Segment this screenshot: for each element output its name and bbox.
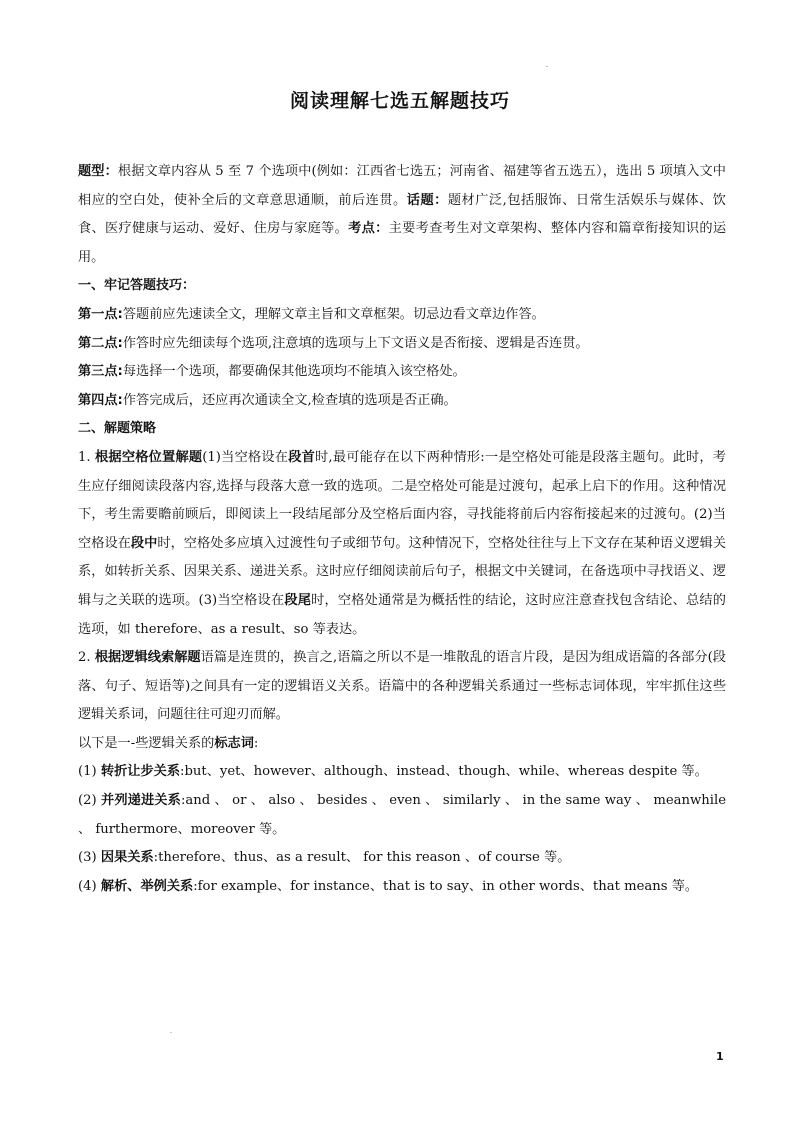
- strategy-label: 根据空格位置解题: [95, 449, 203, 465]
- tip-item: [78, 301, 726, 330]
- page-number: 1: [716, 1050, 724, 1063]
- marker-number: (2): [78, 793, 97, 809]
- keyword-paragraph-start: 段首: [288, 449, 315, 465]
- marker-words: :for example、for instance、that is to say、in other words、that means 等。: [193, 878, 699, 894]
- marker-words: :and 、 or 、 also 、 besides 、 even 、 similarly 、 in the same way 、 meanwhile 、 furthermore、moreover 等。: [78, 793, 727, 837]
- marker-label: 转折让步关系: [100, 764, 181, 780]
- tip-text: 作答完成后，还应再次通读全文,检查填的选项是否正确。: [122, 392, 457, 408]
- point-label: 考点：: [348, 221, 389, 237]
- markers-intro-colon: :: [253, 735, 259, 751]
- type-text: 根据文章内容从 5 至 7 个选项中(例如：江西省七选五；河南省、福建等省五选五），选出 5 项填入文中相应的空白处，使补全后的文章意思通顺，前后连贯。: [78, 164, 726, 208]
- marker-label: 因果关系: [100, 850, 154, 866]
- strategy-text: 时,最可能存在以下两种情形:一是空格处可能是段落主题句。此时，考生应仔细阅读段落内容,选择与段落大意一致的选项。二是空格处可能是过渡句，起承上启下的作用。这种情况下，考生需要瞻前顾后，即阅读上一段结尾部分及空格后面内容，寻找能将前后内容衔接起来的过渡句。(2)当空格设在: [78, 449, 726, 551]
- section1-heading: 一、牢记答题技巧：: [78, 278, 196, 294]
- markers-keyword: 标志词: [214, 735, 254, 751]
- tip-item: [78, 358, 726, 387]
- tip-label: 第四点:: [78, 392, 123, 408]
- strategy-text: (1)当空格设在: [202, 449, 289, 465]
- tip-label: 第二点:: [78, 335, 123, 351]
- document-body: [78, 158, 726, 901]
- tip-text: 答题前应先速读全文，理解文章主旨和文章框架。切忌边看文章边作答。: [122, 306, 545, 322]
- marker-label: 解析、举例关系: [100, 878, 194, 894]
- marker-words: :but、yet、however、although、instead、though、while、whereas despite 等。: [180, 764, 708, 780]
- strategy-paragraph-1: [78, 444, 726, 644]
- keyword-paragraph-middle: 段中: [130, 535, 158, 551]
- marker-item: [78, 873, 726, 902]
- marker-number: (1): [78, 764, 97, 780]
- scan-speck: [546, 66, 548, 67]
- topic-label: 话题：: [406, 192, 448, 208]
- marker-number: (3): [78, 850, 97, 866]
- strategy-text: 时，空格处多应填入过渡性句子或细节句。这种情况下，空格处往往与上下文存在某种语义逻辑关系，如转折关系、因果关系、递进关系。这时应仔细阅读前后句子，根据文中关键词，在备选项中寻找语义、逻辑与之关联的选项。(3)当空格设在: [78, 535, 727, 608]
- keyword-paragraph-end: 段尾: [284, 592, 312, 608]
- intro-paragraph: [78, 158, 726, 272]
- marker-words: :therefore、thus、as a result、 for this reason 、of course 等。: [153, 850, 571, 866]
- point-text: 主要考查考生对文章架构、整体内容和篇章衔接知识的运用。: [78, 221, 727, 265]
- tip-text: 作答时应先细读每个选项,注意填的选项与上下文语义是否衔接、逻辑是否连贯。: [122, 335, 589, 351]
- page-title: 阅读理解七选五解题技巧: [289, 90, 510, 112]
- tip-label: 第三点:: [78, 364, 123, 380]
- section2-heading: 二、解题策略: [78, 421, 157, 437]
- strategy-number: 2.: [78, 650, 91, 666]
- marker-label: 并列递进关系: [101, 793, 181, 809]
- marker-item: [78, 787, 726, 844]
- markers-intro-text: 以下是一-些逻辑关系的: [78, 735, 215, 751]
- tip-item: [78, 387, 726, 416]
- strategy-paragraph-2: [78, 644, 726, 730]
- strategy-label: 根据逻辑线索解题: [94, 650, 201, 666]
- tip-text: 每选择一个选项，都要确保其他选项均不能填入该空格处。: [122, 364, 466, 380]
- strategy-text: 时，空格处通常是为概括性的结论，这时应注意查找包含结论、总结的选项，如 therefore、as a result、so 等表达。: [78, 592, 726, 637]
- tip-label: 第一点:: [78, 306, 123, 322]
- scan-speck: [170, 1032, 172, 1033]
- marker-number: (4): [78, 878, 97, 894]
- marker-item: [78, 758, 726, 787]
- topic-text: 题材广泛,包括服饰、日常生活娱乐与媒体、饮食、医疗健康与运动、爱好、住房与家庭等。: [78, 192, 726, 237]
- strategy-text: 语篇是连贯的，换言之,语篇之所以不是一堆散乱的语言片段，是因为组成语篇的各部分(段落、句子、短语等)之间具有一定的逻辑语义关系。语篇中的各种逻辑关系通过一些标志词体现，牢牢抓住这些逻辑关系词，问题往往可迎刃而解。: [78, 650, 726, 723]
- strategy-number: 1.: [78, 449, 91, 465]
- markers-intro: [78, 730, 726, 759]
- type-label: 题型：: [78, 164, 118, 179]
- marker-item: [78, 844, 726, 873]
- tip-item: [78, 330, 726, 359]
